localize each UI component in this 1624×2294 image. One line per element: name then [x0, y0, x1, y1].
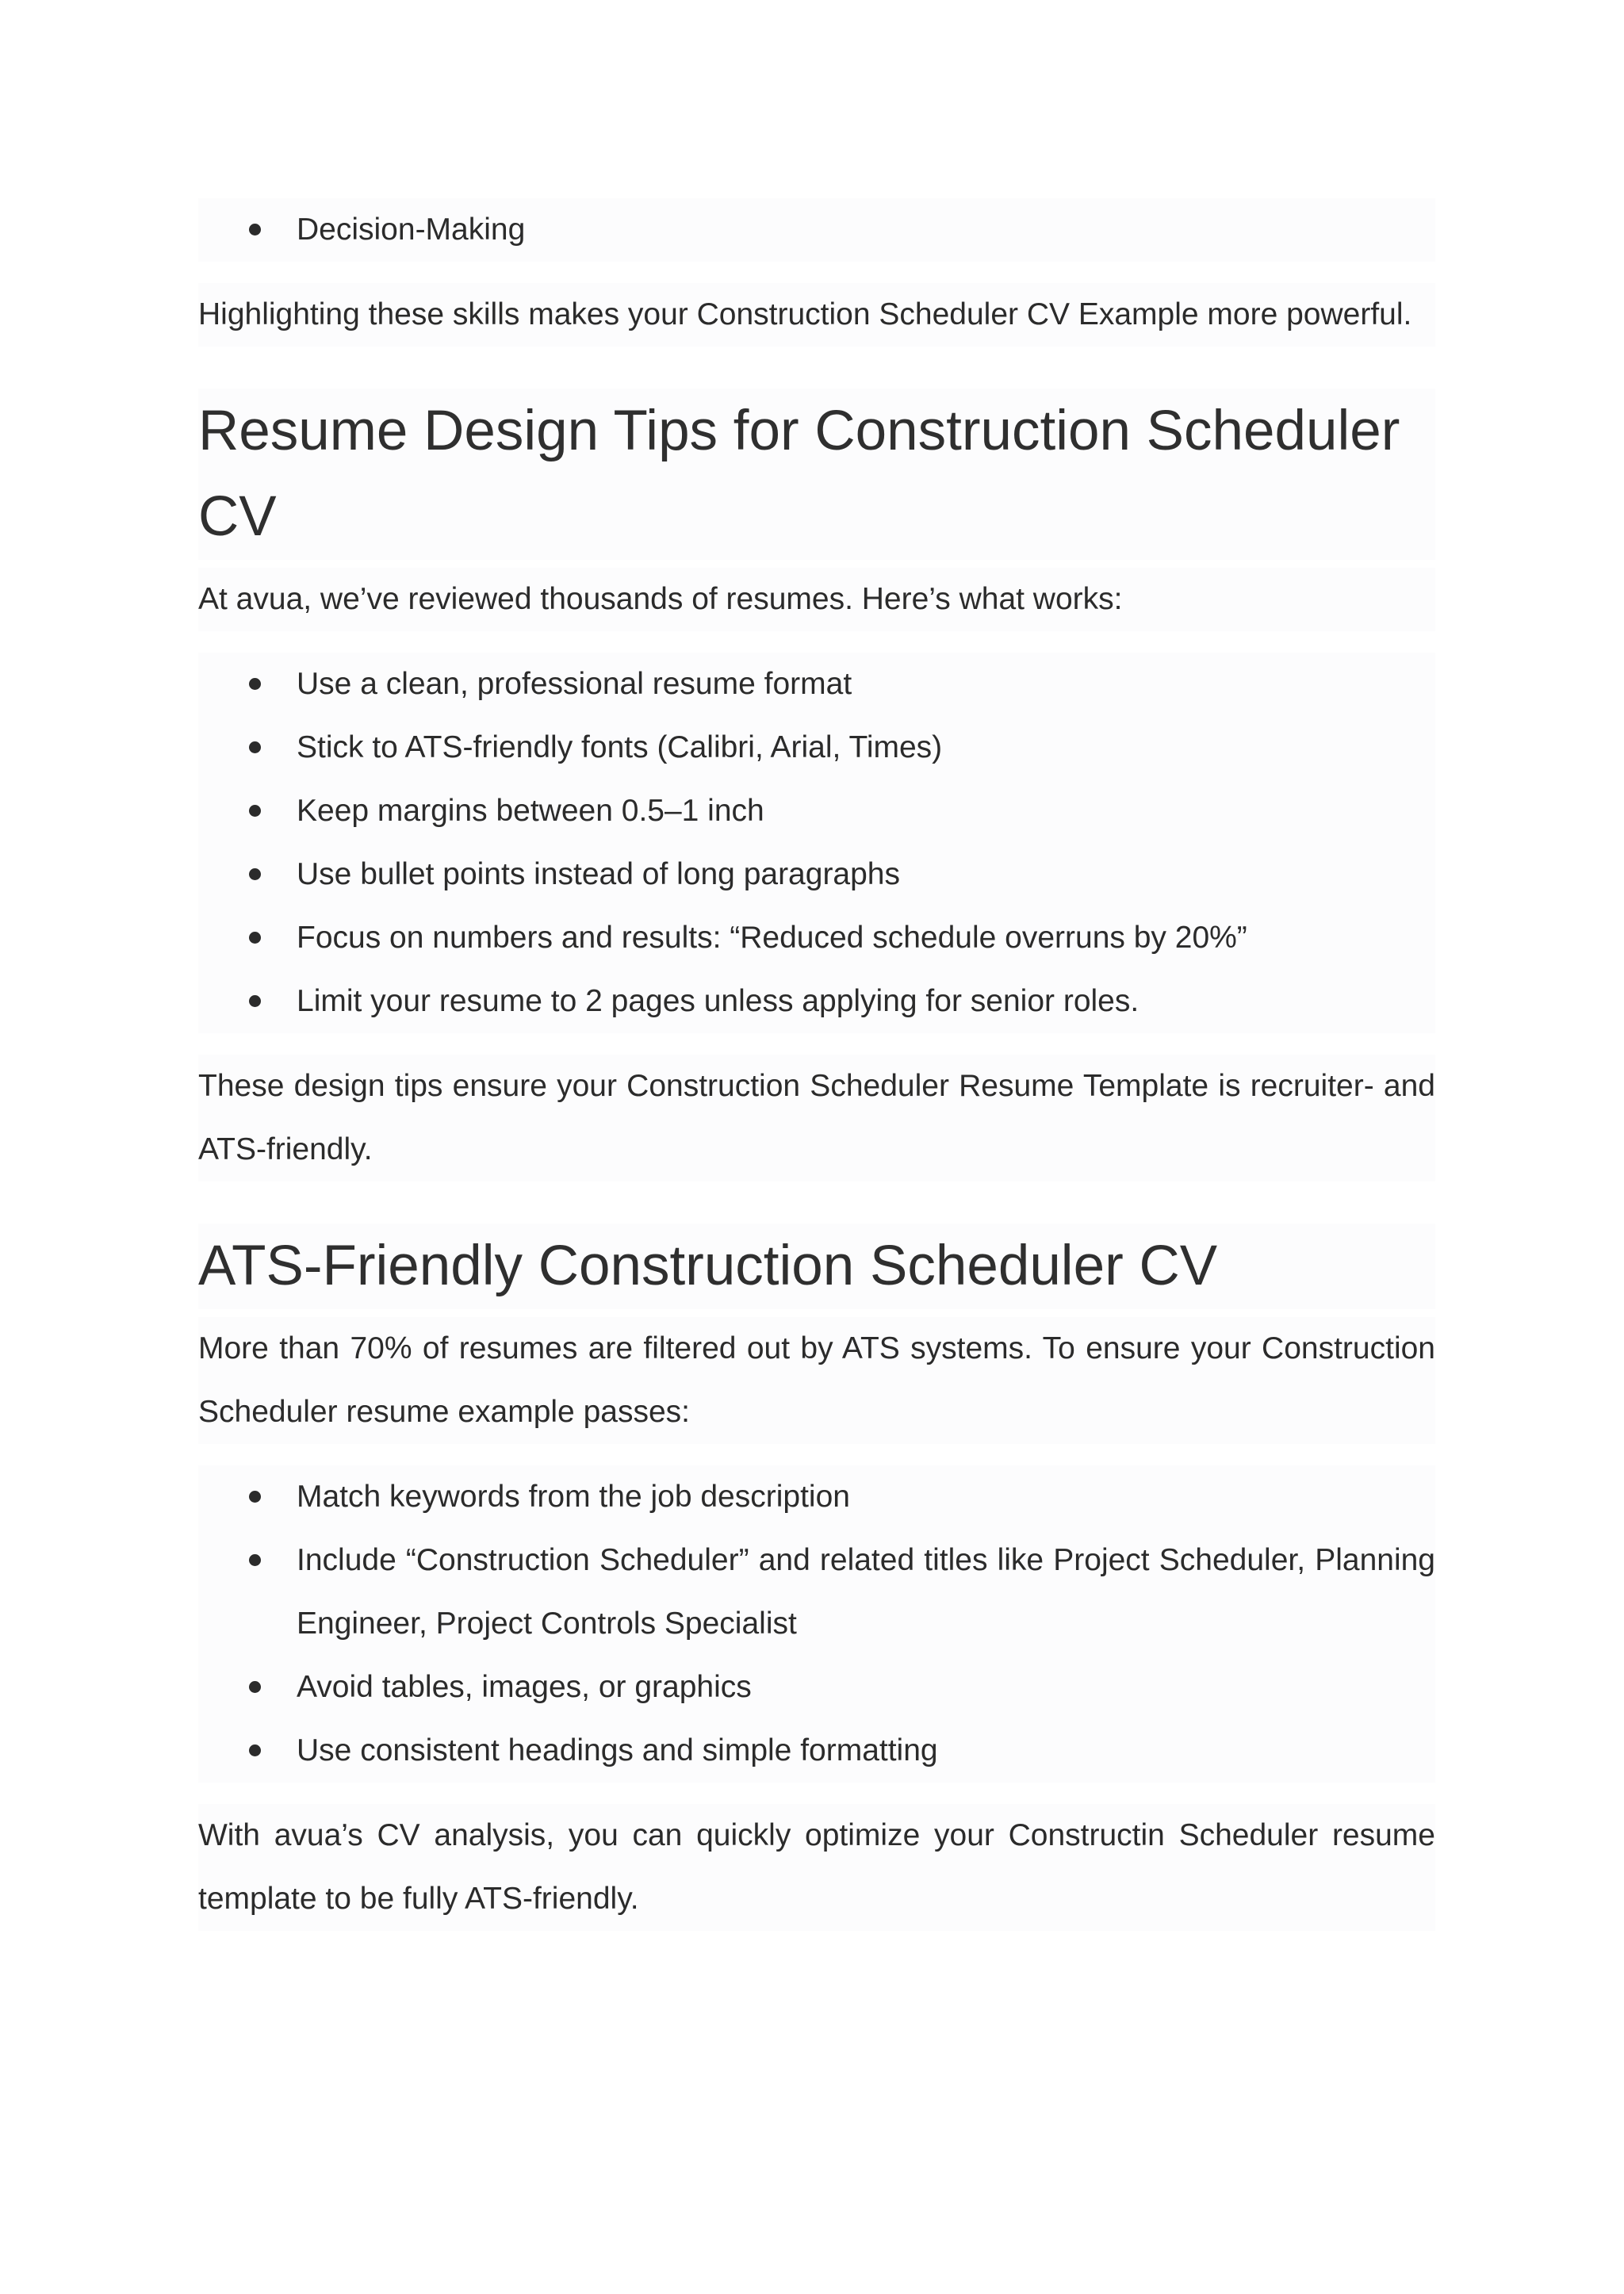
list-item [198, 1529, 1435, 1656]
list-item-text: Focus on numbers and results: “Reduced schedule overruns by 20%” [297, 921, 1247, 955]
list-item [198, 843, 1435, 906]
list-item-text: Use consistent headings and simple formatting [297, 1733, 938, 1767]
bullet-icon [249, 1554, 261, 1566]
bullet-icon [249, 1744, 261, 1756]
list-item-text: Include “Construction Scheduler” and related titles like Project Scheduler, Planning Engineer, Project Controls Specialist [297, 1543, 1435, 1641]
design-tips-intro: At avua, we’ve reviewed thousands of resumes. Here’s what works: [198, 568, 1435, 631]
ats-friendly-list [198, 1465, 1435, 1783]
list-item [198, 716, 1435, 779]
design-tips-heading: Resume Design Tips for Construction Scheduler CV [198, 389, 1435, 560]
design-tips-closing-paragraph: These design tips ensure your Construction Scheduler Resume Template is recruiter- and ATS-friendly. [198, 1055, 1435, 1181]
bullet-icon [249, 1491, 261, 1503]
bullet-icon [249, 932, 261, 944]
list-item-text: Use a clean, professional resume format [297, 667, 852, 701]
list-item [198, 779, 1435, 843]
list-item [198, 198, 1435, 262]
list-item-text: Keep margins between 0.5–1 inch [297, 794, 764, 828]
list-item [198, 1719, 1435, 1783]
bullet-icon [249, 995, 261, 1007]
bullet-icon [249, 741, 261, 753]
ats-friendly-heading: ATS-Friendly Construction Scheduler CV [198, 1224, 1435, 1309]
list-item [198, 970, 1435, 1033]
bullet-icon [249, 224, 261, 236]
list-item-text: Limit your resume to 2 pages unless applying for senior roles. [297, 984, 1139, 1018]
ats-friendly-intro: More than 70% of resumes are filtered out by ATS systems. To ensure your Construction Scheduler resume example passes: [198, 1317, 1435, 1444]
list-item [198, 653, 1435, 716]
bullet-icon [249, 805, 261, 817]
design-tips-list [198, 653, 1435, 1033]
bullet-icon [249, 868, 261, 880]
list-item [198, 1656, 1435, 1719]
list-item-text: Match keywords from the job description [297, 1480, 850, 1514]
list-item [198, 1465, 1435, 1529]
list-item-text: Use bullet points instead of long paragraphs [297, 857, 900, 891]
list-item-text: Stick to ATS-friendly fonts (Calibri, Arial, Times) [297, 730, 943, 764]
skills-list [198, 198, 1435, 262]
ats-friendly-closing-paragraph: With avua’s CV analysis, you can quickly optimize your Constructin Scheduler resume template to be fully ATS-friendly. [198, 1804, 1435, 1931]
list-item [198, 906, 1435, 970]
skills-closing-paragraph: Highlighting these skills makes your Construction Scheduler CV Example more powerful. [198, 283, 1435, 347]
bullet-icon [249, 678, 261, 690]
list-item-text: Avoid tables, images, or graphics [297, 1670, 752, 1704]
document-page [198, 198, 1435, 1931]
list-item-text: Decision-Making [297, 213, 526, 247]
bullet-icon [249, 1681, 261, 1693]
